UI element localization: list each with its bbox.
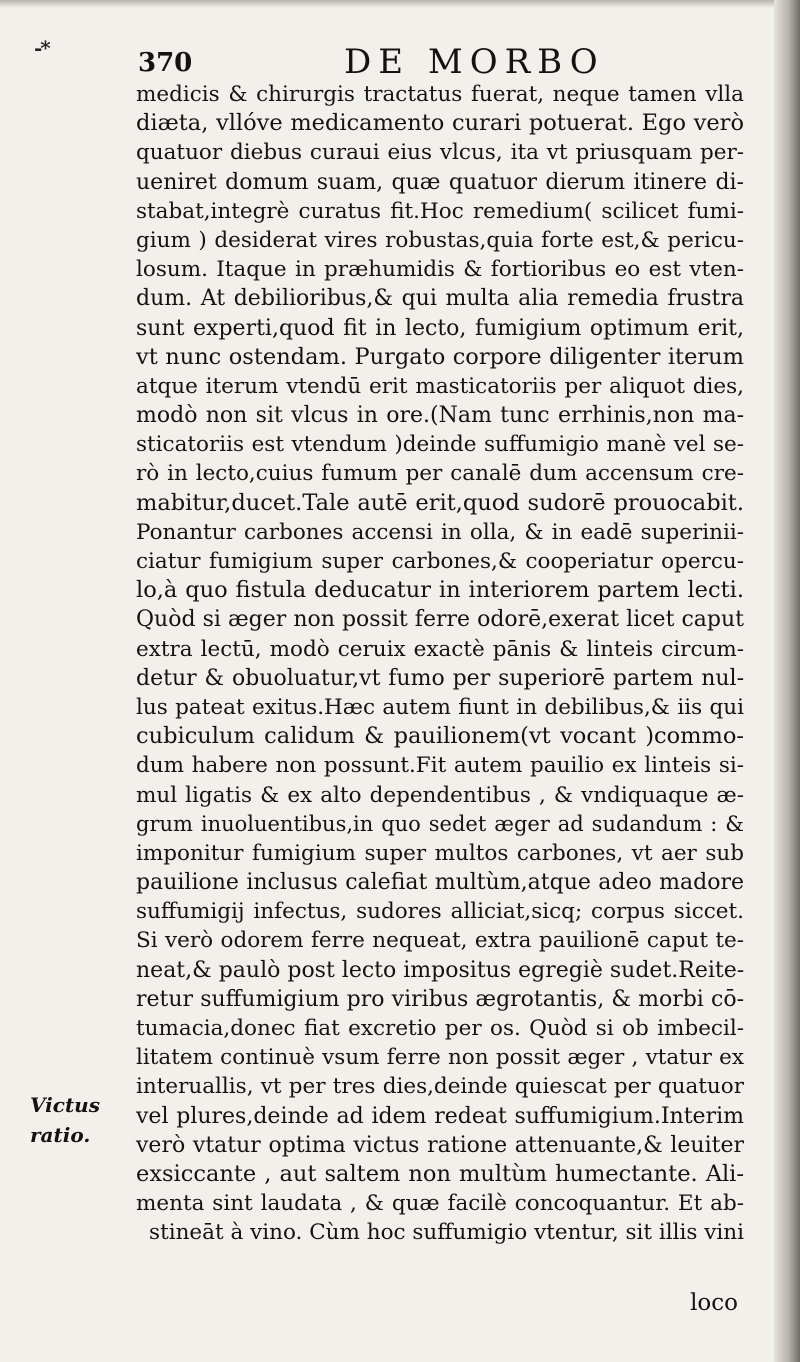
text-line: atque iterum vtendū erit masticatoriis per aliquot dies, [136,373,744,399]
page-number: 370 [138,48,193,78]
margin-note-line: Victus [30,1093,100,1117]
text-line: stineāt à vino. Cùm hoc suffumigio vtentur, sit illis vini [149,1220,744,1246]
text-line: lus pateat exitus.Hæc autem fiunt in debilibus,& iis qui [136,694,744,720]
margin-note-line: ratio. [30,1123,91,1147]
text-line: mabitur,ducet.Tale autē erit,quod sudorē prouocabit. [136,489,744,516]
text-line: extra lectū, modò ceruix exactè pānis & linteis circum- [136,636,744,662]
text-line: Si verò odorem ferre nequeat, extra pauilionē caput te- [136,928,744,954]
text-line: suffumigij infectus, sudores alliciat,sicq; corpus siccet. [136,899,744,925]
text-line: Quòd si æger non possit ferre odorē,exerat licet caput [136,607,744,633]
page-edge-shadow [774,0,800,1362]
text-line: imponitur fumigium super multos carbones, vt aer sub [136,840,744,866]
text-line: litatem continuè vsum ferre non possit æger , vtatur ex [136,1045,744,1071]
margin-note [30,1090,126,1150]
catchword: loco [690,1290,738,1316]
text-line: pauilione inclusus calefiat multùm,atque adeo madore [136,870,744,896]
text-line: rò in lecto,cuius fumum per canalē dum accensum cre- [136,461,744,487]
text-line: Ponantur carbones accensi in olla, & in eadē superinii- [136,519,744,545]
text-line: modò non sit vlcus in ore.(Nam tunc errhinis,non ma- [136,403,744,429]
text-line: sunt experti,quod fit in lecto, fumigium optimum erit, [136,315,744,341]
text-line: quatuor diebus curaui eius vlcus, ita vt priusquam per- [136,140,744,166]
running-title: DE MORBO [344,42,605,82]
text-line: interuallis, vt per tres dies,deinde quiescat per quatuor [136,1074,744,1100]
text-line: losum. Itaque in præhumidis & fortioribus eo est vten- [136,257,744,283]
text-line: grum inuoluentibus,in quo sedet æger ad sudandum : & [136,811,744,836]
text-line: ueniret domum suam, quæ quatuor dierum itinere di- [136,169,744,195]
text-line: dum habere non possunt.Fit autem pauilio ex linteis si- [136,753,744,779]
text-line: retur suffumigium pro viribus ægrotantis, & morbi cō- [136,986,744,1012]
text-line: gium ) desiderat vires robustas,quia forte est,& pericu- [136,227,744,253]
text-line: diæta, vllóve medicamento curari potuerat. Ego verò [136,110,744,137]
text-line: exsiccante , aut saltem non multùm humectante. Ali- [136,1160,744,1187]
text-line: menta sint laudata , & quæ facilè concoquantur. Et ab- [136,1191,744,1217]
text-line: ciatur fumigium super carbones,& cooperiatur opercu- [136,549,744,574]
text-line: stabat,integrè curatus fit.Hoc remedium( scilicet fumi- [136,198,744,224]
text-line: vt nunc ostendam. Purgato corpore diligenter iterum [136,343,744,370]
text-line: medicis & chirurgis tractatus fuerat, neque tamen vlla [136,82,744,107]
page-top-shadow [0,0,800,8]
text-line: verò vtatur optima victus ratione attenuante,& leuiter [136,1132,744,1158]
text-line: neat,& paulò post lecto impositus egregiè sudet.Reite- [136,957,745,983]
text-line: cubiculum calidum & pauilionem(vt vocant )commo- [136,723,744,750]
text-line: sticatoriis est vtendum )deinde suffumigio manè vel se- [136,432,744,458]
corner-mark: -* [34,36,49,60]
text-line: tumacia,donec fiat excretio per os. Quòd si ob imbecil- [136,1016,744,1041]
text-line: dum. At debilioribus,& qui multa alia remedia frustra [136,286,744,312]
body-text [136,80,744,1248]
text-line: mul ligatis & ex alto dependentibus , & vndiquaque æ- [136,782,744,808]
text-line: vel plures,deinde ad idem redeat suffumigium.Interim [136,1103,744,1129]
text-line: lo,à quo fistula deducatur in interiorem partem lecti. [136,577,744,604]
text-line: detur & obuoluatur,vt fumo per superiorē partem nul- [136,665,744,691]
